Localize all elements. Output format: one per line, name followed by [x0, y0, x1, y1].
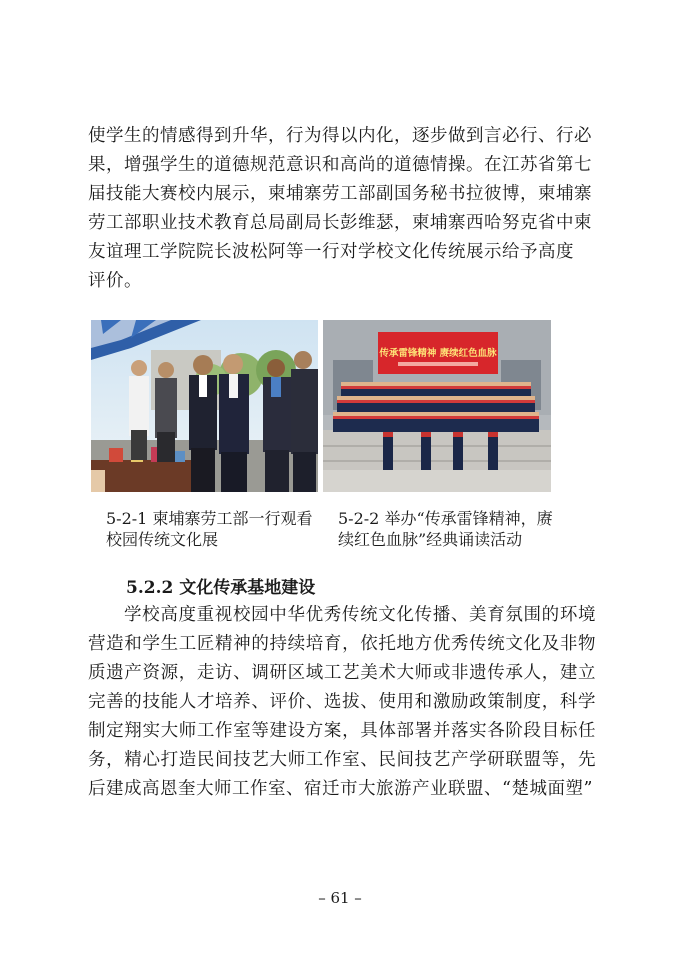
paragraph-line: 劳工部职业技术教育总局副局长彭维瑟，柬埔寨西哈努克省中柬 — [88, 213, 592, 233]
photo-exhibition-visit — [91, 320, 318, 492]
paragraph-line: 友谊理工学院院长波松阿等一行对学校文化传统展示给予高度 — [88, 242, 574, 262]
paragraph-line: 评价。 — [88, 271, 142, 291]
paragraph-line: 使学生的情感得到升华，行为得以内化，逐步做到言必行、行必 — [88, 126, 592, 146]
photo-recitation-activity — [323, 320, 551, 492]
banner-text: 传承雷锋精神 赓续红色血脉 — [379, 348, 497, 359]
section-heading: 5.2.2 文化传承基地建设 — [126, 578, 316, 598]
paragraph-line: 果，增强学生的道德规范意识和高尚的道德情操。在江苏省第七 — [88, 155, 592, 175]
caption-photo-2: 5-2-2 举办“传承雷锋精神，赓续红色血脉”经典诵读活动 — [338, 509, 553, 549]
caption-photo-1: 5-2-1 柬埔寨劳工部一行观看校园传统文化展 — [106, 509, 313, 549]
body-paragraph-1 — [88, 122, 596, 296]
paragraph-line: 届技能大赛校内展示，柬埔寨劳工部副国务秘书拉彼博，柬埔寨 — [88, 184, 592, 204]
page-number: – 61 – — [318, 889, 362, 907]
body-paragraph-2: 学校高度重视校园中华优秀传统文化传播、美育氛围的环境营造和学生工匠精神的持续培育，依托地方优秀传统文化及非物质遗产资源，走访、调研区域工艺美术大师或非遗传承人，建立完善的技能人才培养、评价、选拔、使用和激励政策制度，科学制定翔实大师工作室等建设方案，具体部署并落实各阶段目标任务，精心打造民间技艺大师工作室、民间技艺产学研联盟等，先后建成高恩奎大师工作室、宿迁市大旅游产业联盟、“楚城面塑” — [88, 605, 596, 799]
